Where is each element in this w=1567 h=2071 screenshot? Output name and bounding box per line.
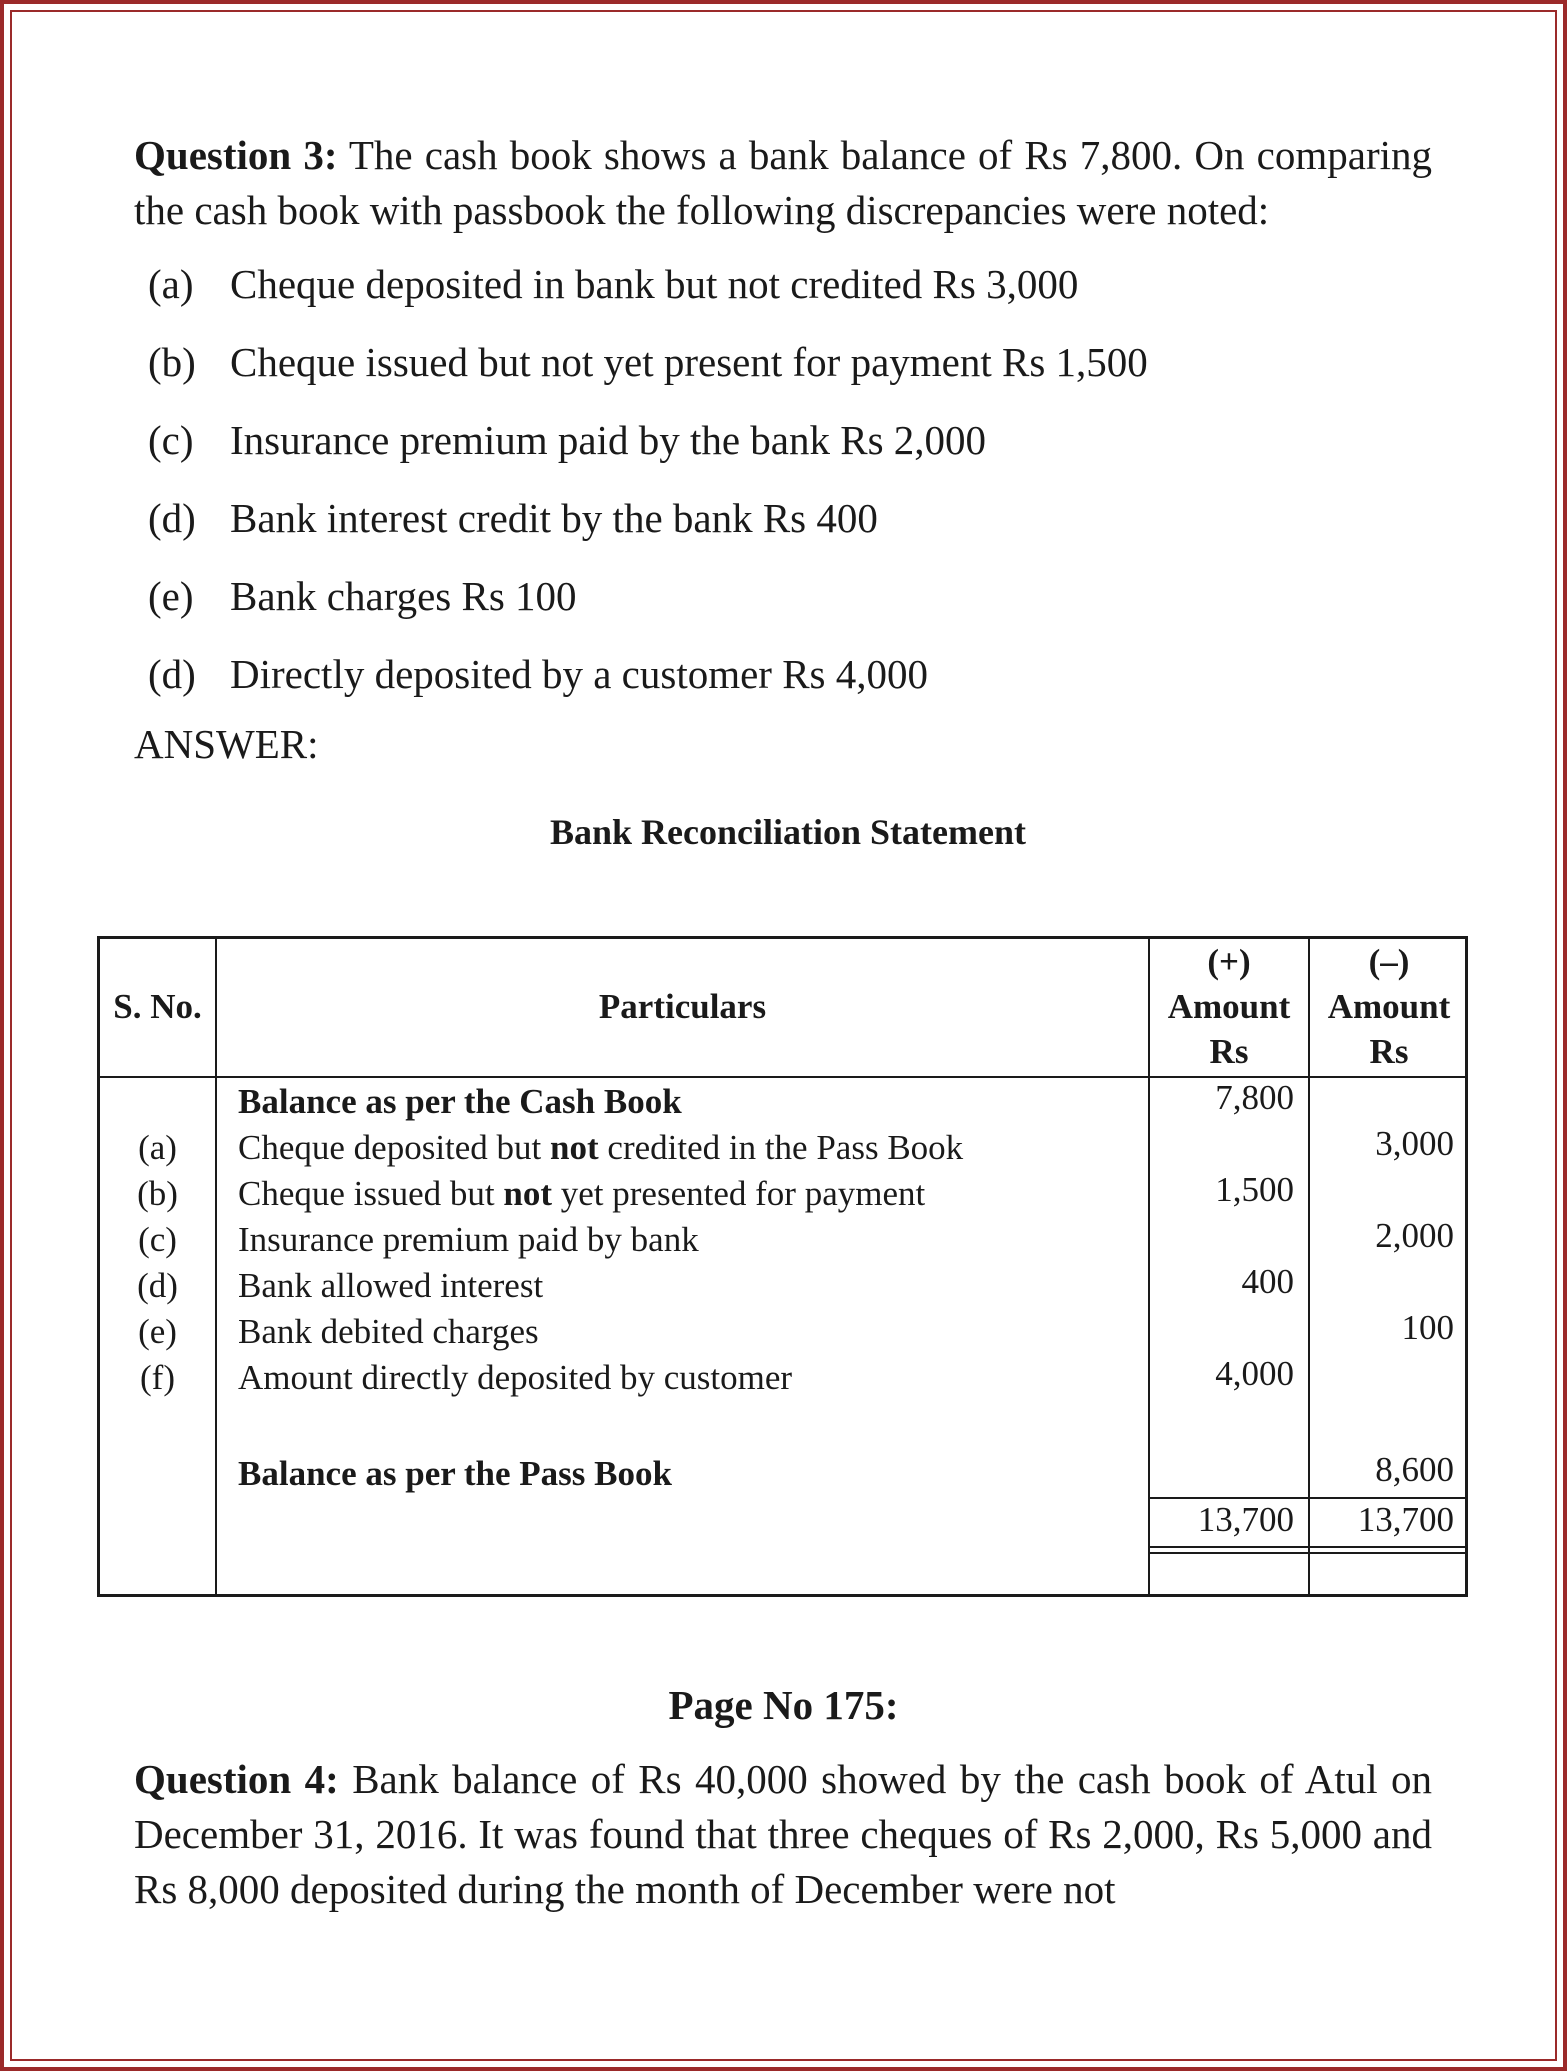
list-item	[134, 648, 1432, 726]
row-minus: 2,000	[1375, 1216, 1454, 1255]
list-item-label: (b)	[148, 339, 196, 385]
list-item-text: Cheque deposited in bank but not credited Rs 3,000	[230, 261, 1079, 307]
total-plus: 13,700	[1197, 1500, 1294, 1539]
row-particular: Amount directly deposited by customer	[238, 1358, 793, 1397]
row-plus: 4,000	[1215, 1354, 1294, 1393]
row-plus: 1,500	[1215, 1170, 1294, 1209]
list-item-text: Bank interest credit by the bank Rs 400	[230, 495, 878, 541]
list-item-text: Bank charges Rs 100	[230, 573, 577, 619]
list-item-label: (e)	[148, 573, 194, 619]
list-item-text: Cheque issued but not yet present for payment Rs 1,500	[230, 339, 1148, 385]
question-3-label: Question 3:	[134, 132, 338, 178]
row-sno: (e)	[138, 1312, 177, 1351]
row-minus: 100	[1401, 1308, 1454, 1347]
header-plus-amount: Amount	[1167, 987, 1291, 1026]
header-minus-sign: (–)	[1368, 942, 1410, 981]
list-item-label: (d)	[148, 651, 196, 697]
list-item	[134, 414, 1432, 492]
list-item-label: (a)	[148, 261, 194, 307]
header-plus-currency: Rs	[1209, 1032, 1249, 1071]
list-item	[134, 258, 1432, 336]
row-sno: (c)	[138, 1220, 177, 1259]
closing-balance-label: Balance as per the Pass Book	[238, 1454, 672, 1493]
reconciliation-table	[97, 936, 1468, 1597]
total-rule-double	[1148, 1552, 1465, 1554]
statement-title: Bank Reconciliation Statement	[550, 812, 1026, 852]
header-plus-sign: (+)	[1207, 942, 1251, 981]
row-sno: (b)	[137, 1174, 178, 1213]
question-4-text	[134, 1752, 1432, 1917]
question-3-text	[134, 128, 1432, 238]
header-particulars: Particulars	[598, 987, 767, 1026]
row-sno: (a)	[138, 1128, 177, 1167]
opening-balance-label: Balance as per the Cash Book	[238, 1082, 682, 1121]
total-rule-bottom	[1148, 1546, 1465, 1548]
row-sno: (f)	[140, 1358, 175, 1397]
list-item	[134, 570, 1432, 648]
row-particular: Bank debited charges	[238, 1312, 539, 1351]
header-sno: S. No.	[113, 987, 202, 1026]
discrepancy-list	[134, 258, 1432, 726]
question-4-section	[134, 1752, 1432, 1917]
row-particular: Cheque deposited but not credited in the Pass Book	[238, 1128, 964, 1167]
list-item-label: (d)	[148, 495, 196, 541]
row-minus: 3,000	[1375, 1124, 1454, 1163]
list-item	[134, 336, 1432, 414]
answer-label: ANSWER:	[134, 721, 319, 767]
closing-balance-minus: 8,600	[1375, 1450, 1454, 1489]
question-3-section	[134, 128, 1432, 854]
row-particular: Cheque issued but not yet presented for payment	[238, 1174, 926, 1213]
question-3-body: The cash book shows a bank balance of Rs 7,800. On comparing the cash book with passbook the following discrepancies were noted:	[134, 132, 1432, 233]
list-item-text: Directly deposited by a customer Rs 4,000	[230, 651, 929, 697]
row-particular: Insurance premium paid by bank	[238, 1220, 699, 1259]
list-item	[134, 492, 1432, 570]
row-sno: (d)	[137, 1266, 178, 1305]
column-rule	[215, 939, 217, 1594]
header-minus-currency: Rs	[1369, 1032, 1409, 1071]
question-4-label: Question 4:	[134, 1756, 339, 1802]
list-item-label: (c)	[148, 417, 194, 463]
row-plus: 400	[1241, 1262, 1294, 1301]
row-particular: Bank allowed interest	[238, 1266, 544, 1305]
opening-balance-plus: 7,800	[1215, 1078, 1294, 1117]
list-item-text: Insurance premium paid by the bank Rs 2,000	[230, 417, 987, 463]
total-minus: 13,700	[1357, 1500, 1454, 1539]
page-number-heading: Page No 175:	[668, 1682, 899, 1728]
header-minus-amount: Amount	[1327, 987, 1451, 1026]
question-4-body: Bank balance of Rs 40,000 showed by the cash book of Atul on December 31, 2016. It was found that three cheques of Rs 2,000, Rs 5,000 and Rs 8,000 deposited during the month of December were not	[134, 1756, 1433, 1912]
